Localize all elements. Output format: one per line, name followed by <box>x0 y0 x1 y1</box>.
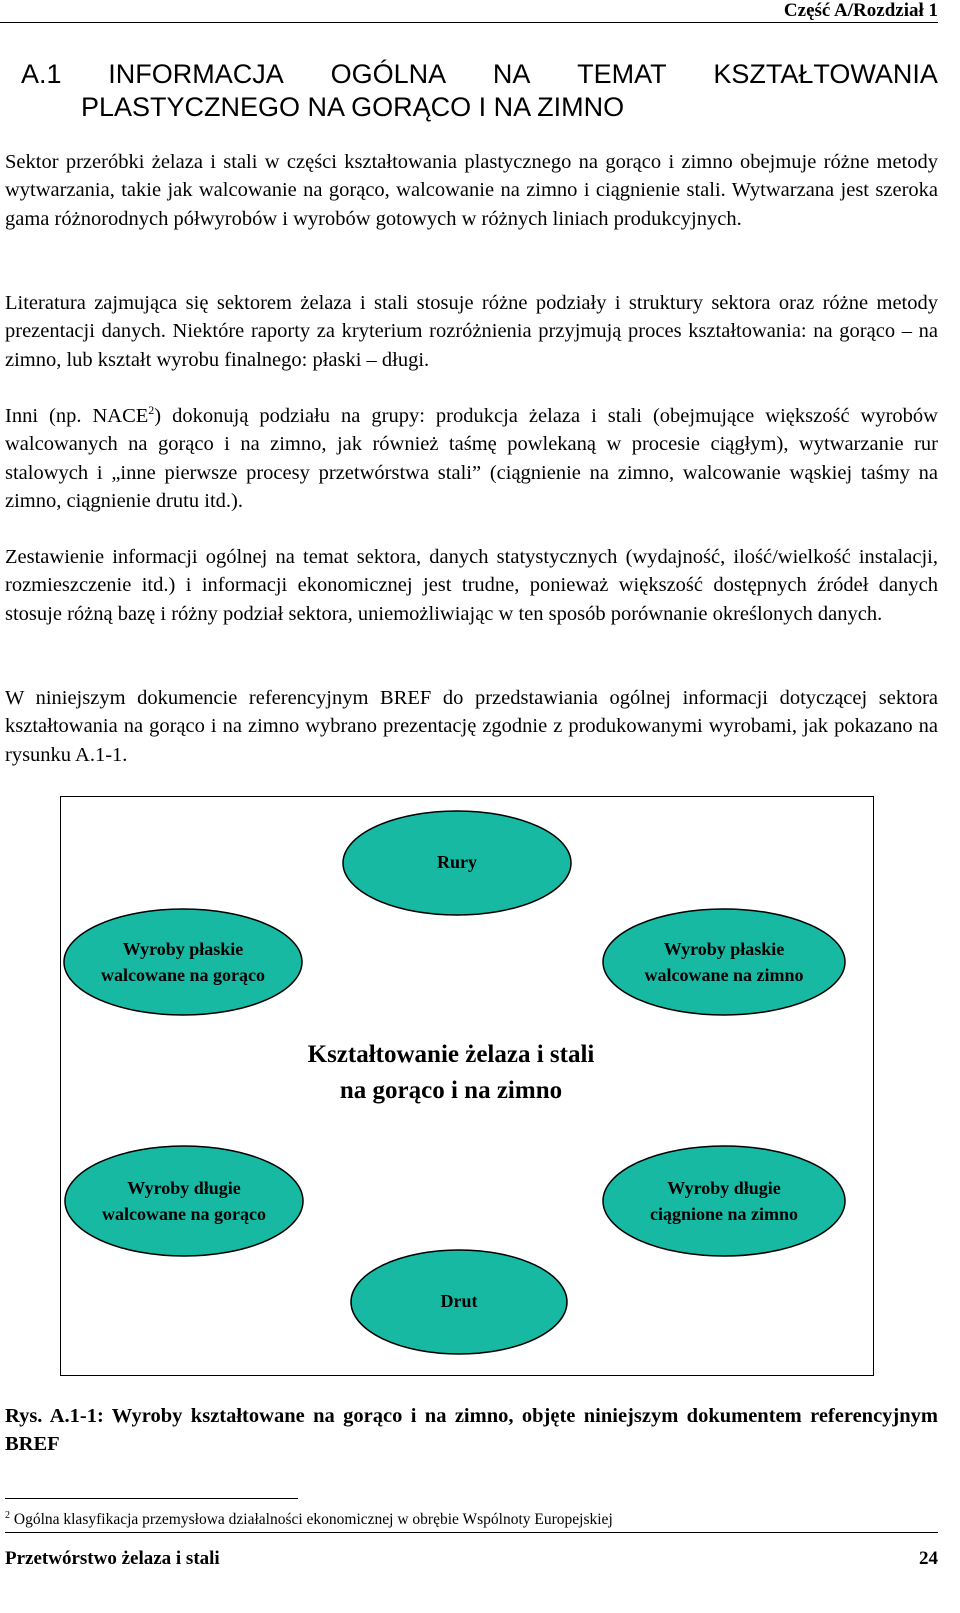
title-word: NA <box>492 59 531 89</box>
paragraph-4: Zestawienie informacji ogólnej na temat sektora, danych statystycznych (wydajność, ilość/wielkość instalacji, rozmieszczenie itd.) i informacji ekonomicznej jest trudne, ponieważ większość dostępnych źródeł danych stosuje różną bazę i różny podział sektora, uniemożliwiając w ten sposób porównanie określonych danych. <box>5 546 938 625</box>
title-word: OGÓLNA <box>330 59 447 89</box>
paragraph-3 <box>5 402 938 515</box>
section-title-row1 <box>21 58 938 91</box>
diagram-center-label <box>211 1037 691 1109</box>
footnote <box>5 1506 613 1530</box>
ellipse-label: Wyroby długie <box>667 1178 781 1198</box>
footnote-marker: 2 <box>5 1510 10 1521</box>
paragraph-3-start: Inni (np. NACE <box>5 405 149 427</box>
section-title <box>21 58 938 124</box>
ellipse-label: walcowane na gorąco <box>101 965 265 985</box>
footer-rule <box>5 1532 938 1533</box>
ellipse-label: walcowane na zimno <box>644 965 804 985</box>
ellipse-long-hot <box>65 1146 303 1256</box>
ellipse-label: walcowane na gorąco <box>102 1204 266 1224</box>
center-label-line2: na gorąco i na zimno <box>339 1077 563 1104</box>
title-word: KSZTAŁTOWANIA <box>713 59 938 89</box>
footnote-text: Ogólna klasyfikacja przemysłowa działalności ekonomicznej w obrębie Wspólnoty Europejskiej <box>13 1511 613 1529</box>
footer-title: Przetwórstwo żelaza i stali <box>5 1548 220 1569</box>
ellipse-drut <box>351 1250 567 1354</box>
ellipse-long-cold <box>603 1146 845 1256</box>
figure-diagram <box>60 796 874 1376</box>
paragraph-3-end: ) dokonują podziału na grupy: produkcja żelaza i stali (obejmujące większość wyrobów walcowanych na gorąco i na zimno, jak również taśmę powlekaną w procesie ciągłym), wytwarzanie rur stalowych i „inne pierwsze procesy przetwórstwa stali” (ciągnienie na zimno, walcowanie wąskiej taśmy na zimno, ciągnienie drutu itd.). <box>5 405 938 512</box>
section-number: A.1 <box>21 59 62 89</box>
ellipse-label: Wyroby długie <box>127 1178 241 1198</box>
ellipse-label: Wyroby płaskie <box>663 939 785 959</box>
figure-caption: Rys. A.1-1: Wyroby kształtowane na gorąco i na zimno, objęte niniejszym dokumentem referencyjnym BREF <box>5 1405 938 1455</box>
ellipse-flat-cold <box>603 909 845 1015</box>
title-word: TEMAT <box>577 59 667 89</box>
ellipse-label: Drut <box>440 1291 478 1311</box>
footnote-rule <box>5 1498 298 1499</box>
running-head: Część A/Rozdział 1 <box>783 0 938 21</box>
section-title-row2: PLASTYCZNEGO NA GORĄCO I NA ZIMNO <box>81 92 625 122</box>
ellipse-label: Rury <box>437 852 477 872</box>
center-label-line1: Kształtowanie żelaza i stali <box>307 1041 595 1068</box>
ellipse-rury <box>343 811 571 915</box>
header-rule <box>0 22 938 23</box>
footnote-ref[interactable]: 2 <box>148 403 155 418</box>
ellipse-label: ciągnione na zimno <box>649 1204 799 1224</box>
paragraph-5: W niniejszym dokumencie referencyjnym BREF do przedstawiania ogólnej informacji dotyczącej sektora kształtowania na gorąco i na zimno wybrano prezentację zgodnie z produkowanymi wyrobami, jak pokazano na rysunku A.1-1. <box>5 687 938 766</box>
page-number: 24 <box>919 1548 938 1569</box>
ellipse-flat-hot <box>64 909 302 1015</box>
title-word: INFORMACJA <box>108 59 284 89</box>
paragraph-2: Literatura zajmująca się sektorem żelaza i stali stosuje różne podziały i struktury sektora oraz różne metody prezentacji danych. Niektóre raporty za kryterium rozróżnienia przyjmują proces kształtowania: na gorąco – na zimno, lub kształt wyrobu finalnego: płaski – długi. <box>5 292 938 371</box>
paragraph-1: Sektor przeróbki żelaza i stali w części kształtowania plastycznego na gorąco i zimno obejmuje różne metody wytwarzania, takie jak walcowanie na gorąco, walcowanie na zimno i ciągnienie stali. Wytwarzana jest szeroka gama różnorodnych półwyrobów i wyrobów gotowych w różnych liniach produkcyjnych. <box>5 151 938 230</box>
ellipse-label: Wyroby płaskie <box>122 939 244 959</box>
